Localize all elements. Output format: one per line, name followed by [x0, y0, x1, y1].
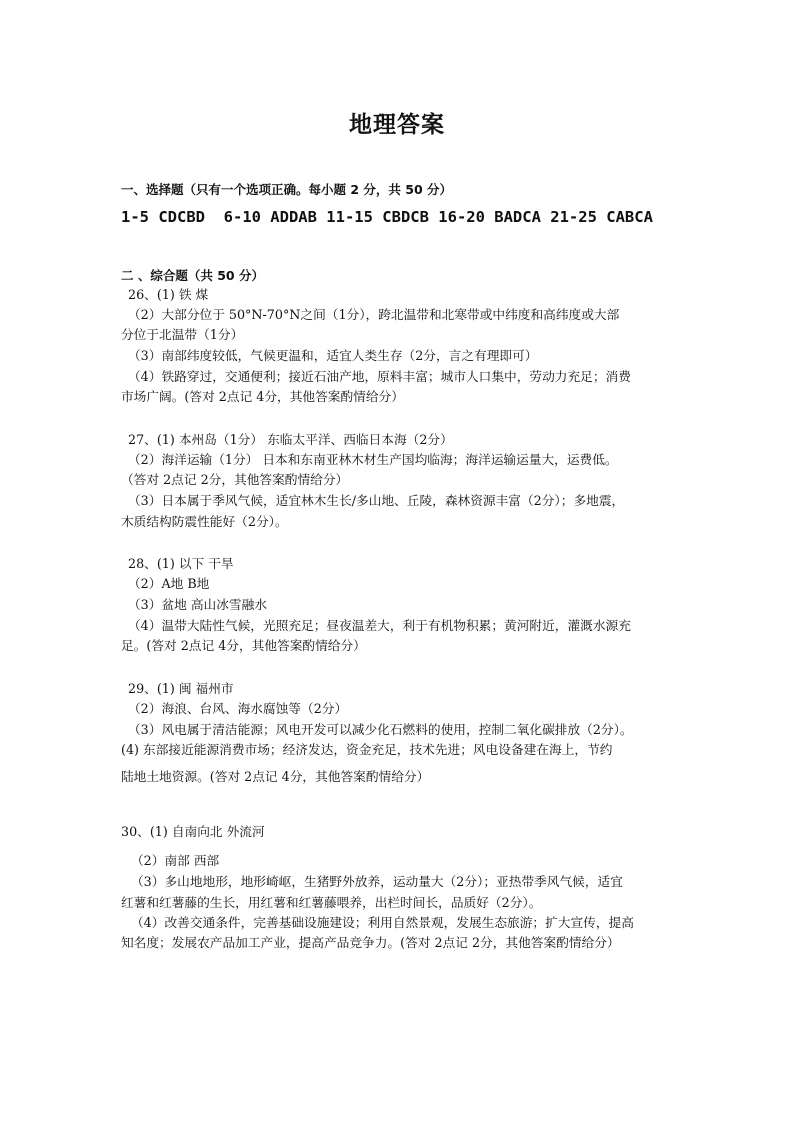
q30-line-4: 红薯和红薯藤的生长，用红薯和红薯藤喂养，出栏时间长，品质好（2分）。: [121, 895, 542, 910]
choice-answers: 1-5 CDCBD 6-10 ADDAB 11-15 CBDCB 16-20 BADCA 21-25 CABCA: [121, 208, 653, 226]
q28-line-2: （2）A地 B地: [128, 576, 210, 591]
q30-line-2: （2）南部 西部: [131, 853, 220, 868]
q26-line-2: （2）大部分位于 50°N-70°N之间（1分），跨北温带和北寒带或中纬度和高纬度或大部: [128, 307, 620, 322]
q27-line-4: （3）日本属于季风气候，适宜林木生长/多山地、丘陵，森林资源丰富（2分）；多地震，: [128, 493, 625, 508]
q27-line-3: （答对 2点记 2分，其他答案酌情给分）: [121, 472, 349, 487]
q29-line-5: 陆地土地资源。(答对 2点记 4分，其他答案酌情给分）: [121, 769, 430, 784]
q26-line-4: （3）南部纬度较低，气候更温和，适宜人类生存（2分，言之有理即可）: [128, 348, 538, 363]
q30-line-5: （4）改善交通条件，完善基础设施建设；利用自然景观，发展生态旅游；扩大宣传，提高: [131, 915, 634, 930]
q30-line-3: （3）多山地地形，地形崎岖，生猪野外放养，运动量大（2分）；亚热带季风气候，适宜: [131, 874, 623, 889]
q26-line-3: 分位于北温带（1分）: [121, 327, 244, 342]
q27-line-2: （2）海洋运输（1分） 日本和东南亚林木材生产国均临海；海洋运输运量大，运费低。: [128, 452, 618, 467]
q28-line-5: 足。(答对 2点记 4分，其他答案酌情给分）: [121, 638, 366, 653]
q27-line-5: 木质结构防震性能好（2分）。: [121, 514, 288, 529]
q29-line-2: （2）海浪、台风、海水腐蚀等（2分）: [128, 701, 348, 716]
q29-line-4: (4) 东部接近能源消费市场；经济发达，资金充足，技术先进；风电设备建在海上，节约: [121, 742, 613, 757]
q30-line-6: 知名度；发展农产品加工产业，提高产品竞争力。(答对 2点记 2分，其他答案酌情给分）: [121, 935, 620, 950]
section2-heading: 二 、综合题（共 50 分）: [121, 268, 264, 283]
q28-line-4: （4）温带大陆性气候，光照充足；昼夜温差大，利于有机物积累；黄河附近，灌溉水源充: [128, 618, 631, 633]
q30-line-1: 30、(1) 自南向北 外流河: [121, 824, 265, 839]
q28-line-3: （3）盆地 高山冰雪融水: [128, 597, 267, 612]
q28-line-1: 28、(1) 以下 干旱: [128, 556, 234, 571]
section1-heading: 一、选择题（只有一个选项正确。每小题 2 分，共 50 分）: [121, 182, 453, 197]
q26-line-5: （4）铁路穿过，交通便利；接近石油产地，原料丰富；城市人口集中，劳动力充足；消费: [128, 369, 631, 384]
q26-line-1: 26、(1) 铁 煤: [128, 287, 209, 302]
q29-line-1: 29、(1) 闽 福州市: [128, 681, 234, 696]
q29-line-3: （3）风电属于清洁能源；风电开发可以减少化石燃料的使用，控制二氧化碳排放（2分）。: [128, 722, 633, 737]
q26-line-6: 市场广阔。(答对 2点记 4分，其他答案酌情给分）: [121, 389, 404, 404]
page-title: 地理答案: [349, 112, 445, 138]
q27-line-1: 27、(1) 本州岛（1分） 东临太平洋、西临日本海（2分）: [128, 432, 453, 447]
